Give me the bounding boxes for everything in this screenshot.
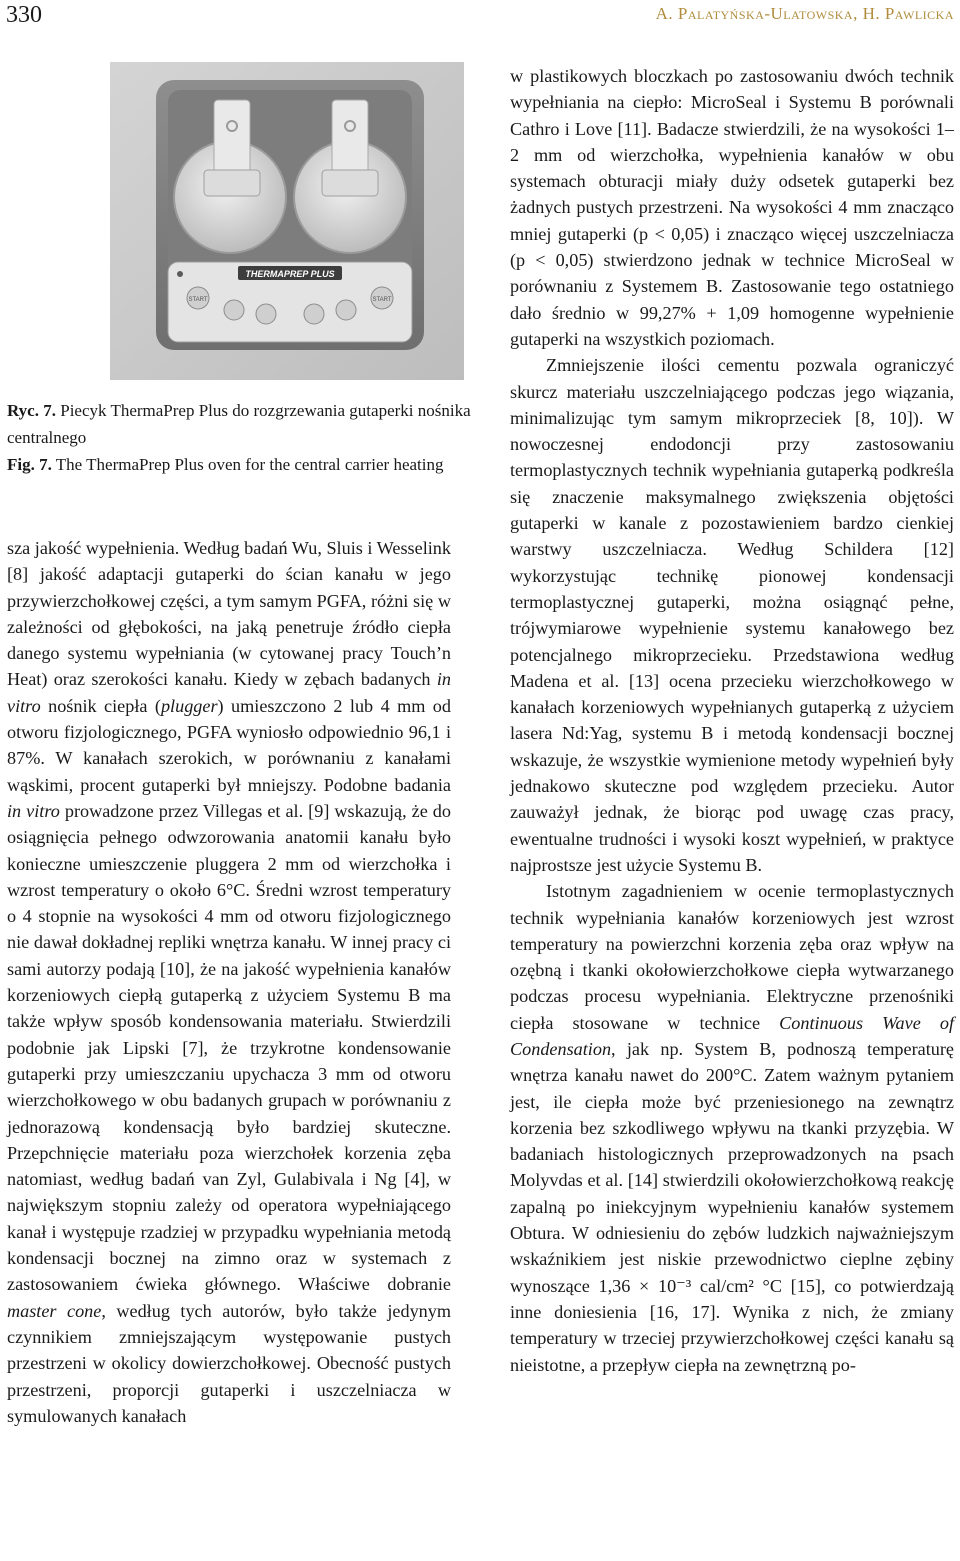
running-head-authors: A. Palatyńska-Ulatowska, H. Pawlicka (655, 4, 954, 23)
text-run: , według tych autorów, było także jedynym czynnikiem zmniejszającym występowanie pustych przestrzeni w okolicy dowierzchołkowej. Obecność pustych przestrzeni, proporcji gutaperki i uszczelniacza w symulowanych kanałach (7, 1300, 452, 1426)
left-paragraph-1 (7, 535, 451, 1429)
size-button-1 (224, 300, 244, 320)
thermaprep-oven-illustration (110, 62, 464, 380)
start-label-right: START (372, 297, 392, 303)
figure-caption (7, 397, 477, 478)
caption-polish (7, 397, 477, 451)
right-paragraph-3 (510, 878, 954, 1378)
right-paragraph-1: w plastikowych bloczkach po zastosowaniu dwóch technik wypełniania na ciepło: MicroSeal i Systemu B porównali Cathro i Love [11]. Badacze stwierdzili, że na wysokości 1–2 mm od wierzchołka, wypełnienia kanałów w obu systemach obturacji miały duży odsetek gutaperki bez żadnych pustych przestrzeni. Na wysokości 4 mm znacząco mniej gutaperki (p < 0,05) i znacząco więcej uszczelniacza (p < 0,05) stwierdzono jednak w technice MicroSeal w porównaniu z Systemem B. Zastosowanie tego ostatniego dało średnio w 99,27% + 1,09 homogenne wypełnienie gutaperki na wszystkich poziomach. (510, 66, 954, 349)
power-indicator (177, 271, 183, 277)
text-run: , jak np. System B, podnoszą temperaturę wnętrza kanału nawet do 200°C. Zatem ważnym pytaniem jest, ile ciepła może być przeniesionego na zewnątrz korzenia bez szkodliwego wpływu na tkanki przyzębia. W badaniach histologicznych przeprowadzonych na psach Molyvdas et al. [14] stwierdzili okołowierzchołkową reakcję zapalną po iniekcyjnym wypełnieniu kanałów systemem Obtura. W odniesieniu do zębów ludzkich najważniejszym wskaźnikiem jest niskie przewodnictwo cieplne zębiny wynoszące 1,36 × 10⁻³ cal/cm² °C [15], co potwierdzają inne doniesienia [16, 17]. Wynika z nich, że zmiany temperatury w trzeciej przywierzchołkowej części kanału są nieistotne, a przepływ ciepła na zewnętrzną po- (510, 1038, 954, 1375)
left-column (7, 535, 451, 1429)
italic-run: Continuous Wave of Condensation (510, 1012, 954, 1059)
caption-english (7, 451, 477, 478)
figure-thermaprep-photo (110, 62, 464, 380)
size-button-2 (256, 304, 276, 324)
caption-pl-text: Piecyk ThermaPrep Plus do rozgrzewania gutaperki nośnika centralnego (7, 401, 471, 447)
right-column (510, 63, 954, 1378)
text-run: nośnik ciepła ( (40, 695, 161, 716)
right-paragraph-2: Zmniejszenie ilości cementu pozwala ograniczyć skurcz materiału uszczelniającego podczas jego wiązania, minimalizując tym samym mikroprzeciek [8, 10]). W nowoczesnej endodoncji przy zastosowaniu termoplastycznych technik wypełniania gutaperką podkreśla się znaczenie maksymalnego zwiększenia objętości gutaperki w kanale z pozostawieniem bardzo cienkiej warstwy uszczelniacza. Według Schildera [12] wykorzystując technikę pionowej kondensacji termoplastycznej gutaperki, można osiągnąć pełne, trójwymiarowe wypełnienie systemu kanałowego bez potencjalnego mikroprzecieku. Przedstawiona według Madena et al. [13] ocena przecieku wierzchołkowego w kanałach korzeniowych wypełnianych gutaperką z użyciem lasera Nd:Yag, systemu B i metodą kondensacji bocznej wskazuje, że wszystkie wymienione metody wypełnień były jednakowo skuteczne pod względem przecieku. Autor zauważył jednak, że biorąc pod uwagę czas pracy, ewentualne trudności i wysoki koszt wypełnień, w praktyce najprostsze jest użycie Systemu B. (510, 355, 954, 875)
text-run: Istotnym zagadnieniem w ocenie termoplastycznych technik wypełniania kanałów korzeniowych jest wzrost temperatury na powierzchni korzenia zęba oraz wpływ na ozębną i tkanki okołowierzchołkowe ciepła wytwarzanego podczas procesu wypełniania. Elektryczne przenośniki ciepła stosowane w technice (510, 881, 954, 1033)
caption-en-text: The ThermaPrep Plus oven for the central carrier heating (51, 455, 444, 474)
caption-en-label: Fig. 7. (7, 455, 52, 474)
italic-run: master cone (7, 1300, 102, 1321)
text-run: prowadzone przez Villegas et al. [9] wskazują, że do osiągnięcia pełnego odwzorowania anatomii kanału było konieczne umieszczenie pluggera 2 mm od wierzchołka i wzrost temperatury o około 6°C. Średni wzrost temperatury o 4 stopnie na wysokości 4 mm od otworu fizjologicznego nie dawał dokładnej repliki wnętrza kanału. W innej pracy ci sami autorzy podają [10], że na jakość wypełnienia kanałów korzeniowych ciepłą gutaperką z użyciem Systemu B ma także wpływ sposób kondensowania materiału. Stwierdzili podobnie jak Lipski [7], że trzykrotne kondensowanie gutaperki przy umieszczaniu upychacza 3 mm od otworu wierzchołkowego w obu badanych grupach w porównaniu z jednorazową kondensacją było bardziej skuteczne. Przepchnięcie materiału poza wierzchołek korzenia zęba natomiast, według badań van Zyl, Gulabivala i Ng [4], w największym stopniu zależy od operatora wypełniającego kanał i występuje rzadziej w przypadku wypełniania metodą kondensacji bocznej na zimno oraz w systemach z zastosowaniem ćwieka głównego. Właściwe dobranie (7, 800, 451, 1295)
page-number: 330 (6, 2, 42, 28)
text-run: sza jakość wypełnienia. Według badań Wu, Sluis i Wesselink [8] jakość adaptacji gutaperki do ścian kanału w jego przywierzchołkowej części, a tym samym PGFA, różni się w zależności od głębokości, na jaką penetruje źródło ciepła danego systemu wypełniania (w cytowanej pracy Touch’n Heat) oraz szerokości kanału. Kiedy w zębach badanych (7, 538, 451, 690)
caption-pl-label: Ryc. 7. (7, 401, 56, 420)
brand-label: THERMAPREP PLUS (245, 269, 335, 279)
size-button-4 (336, 300, 356, 320)
italic-run: plugger (160, 695, 218, 716)
text-run: ) umieszczono 2 lub 4 mm od otworu fizjologicznego, PGFA wyniosło odpowiednio 96,1 i 87%. W kanałach szerokich, w porównaniu z kanałami wąskimi, procent gutaperki był mniejszy. Podobne badania (7, 695, 451, 795)
start-label-left: START (188, 297, 208, 303)
italic-run: in vitro (7, 800, 60, 821)
italic-run: in vitro (7, 669, 451, 716)
size-button-3 (304, 304, 324, 324)
